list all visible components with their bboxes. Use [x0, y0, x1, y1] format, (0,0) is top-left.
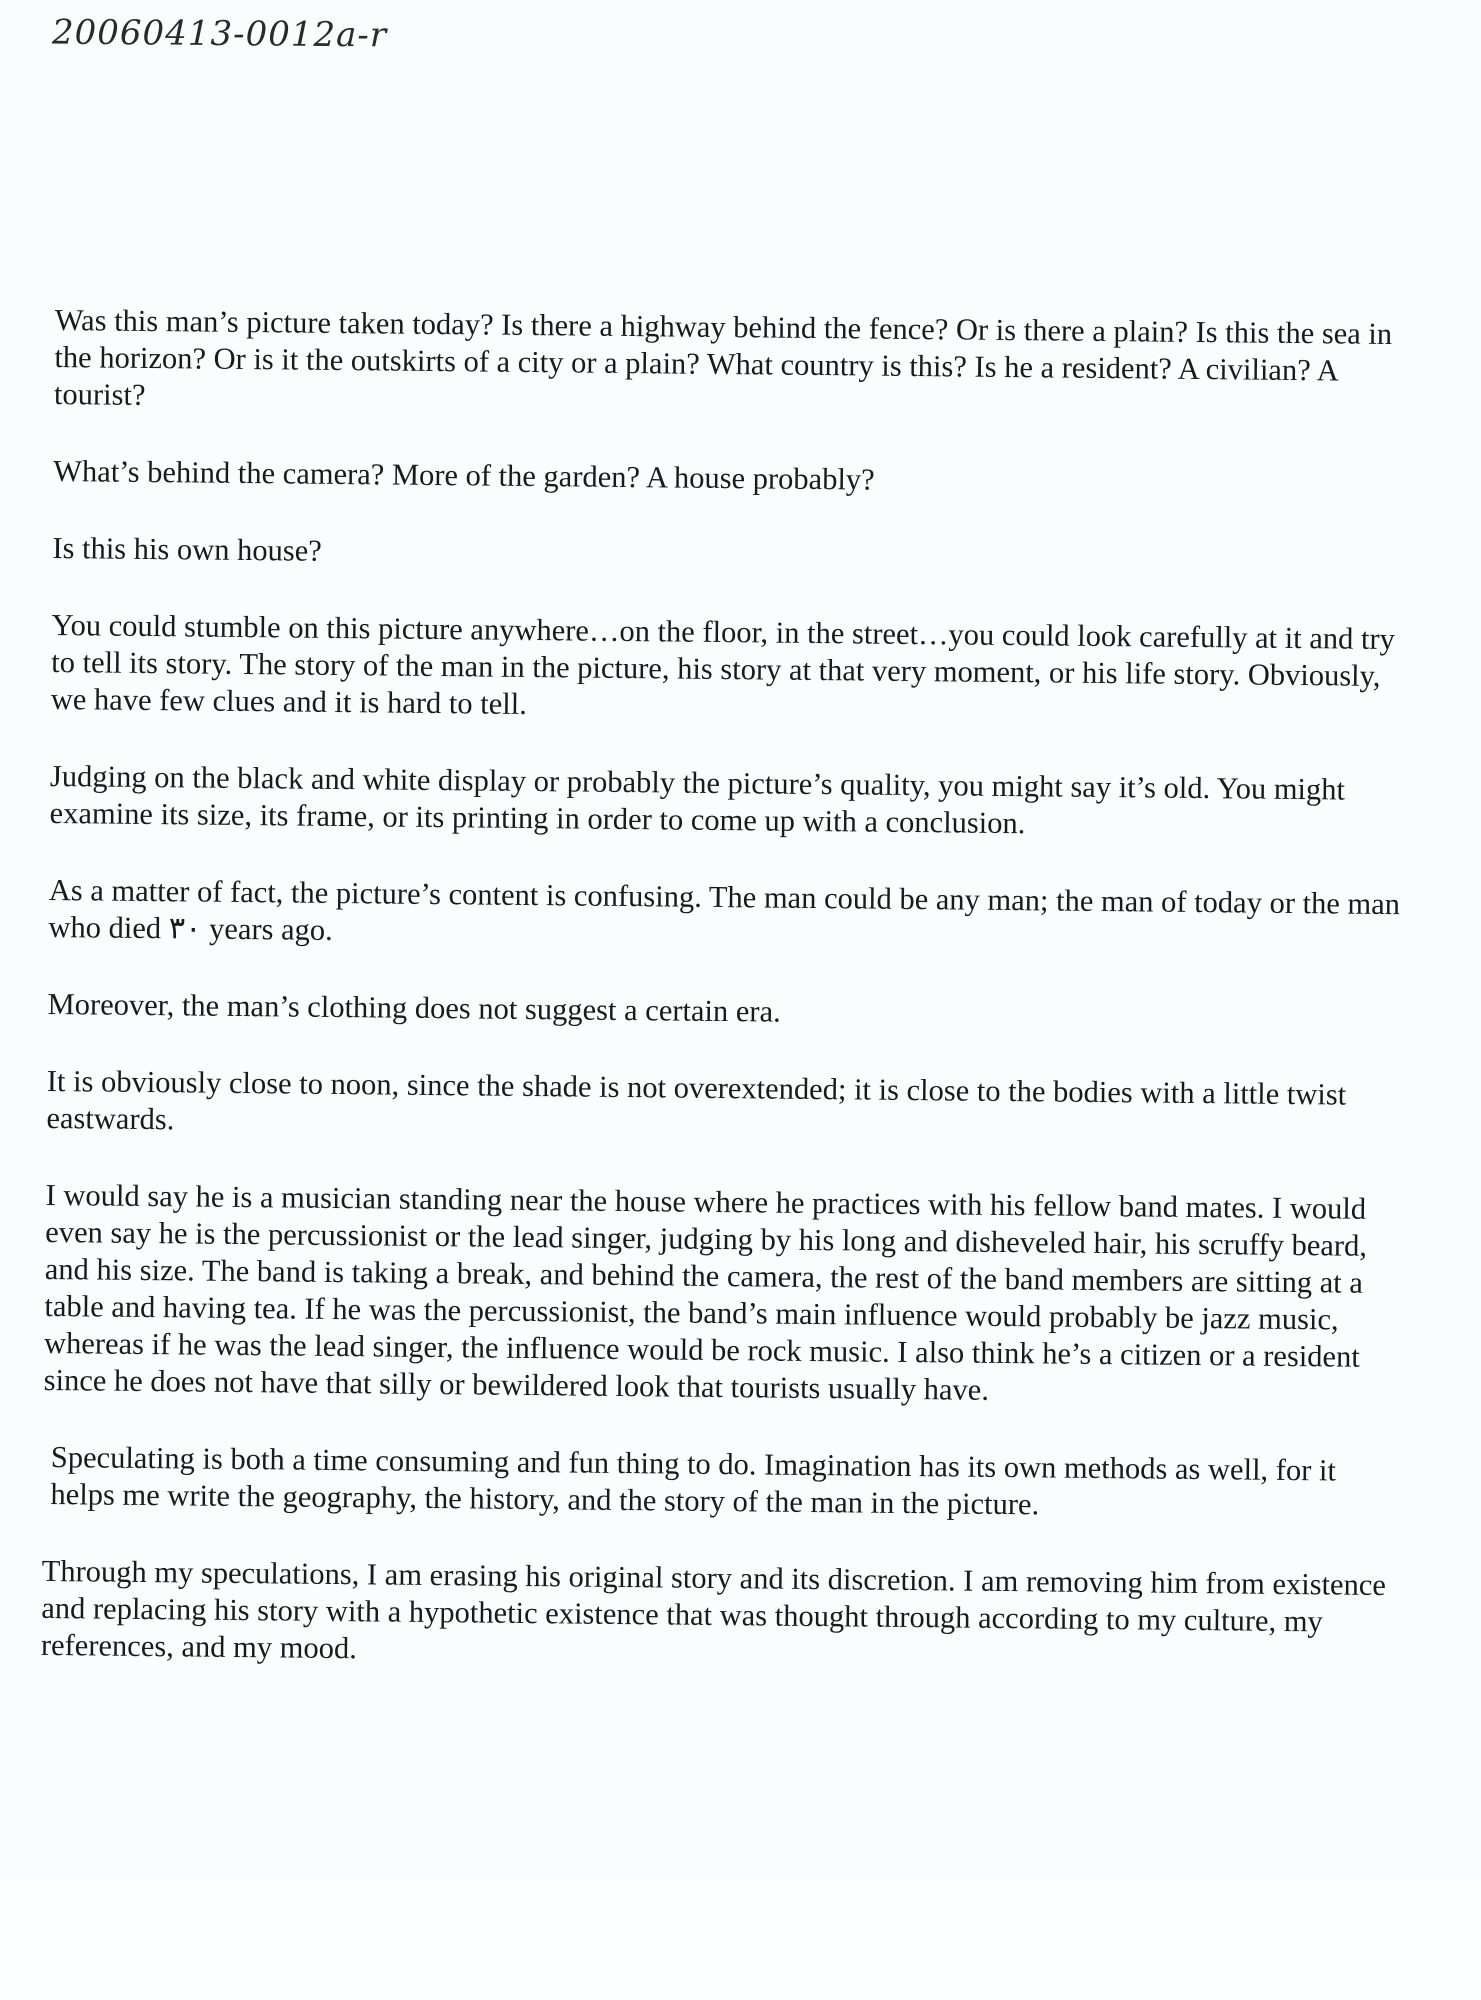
paragraph-3: Is this his own house?: [52, 530, 323, 568]
handwritten-reference-note: 20060413-0012a-r: [51, 12, 388, 56]
essay-body: [40, 302, 1415, 1718]
paragraph-2: What’s behind the camera? More of the garden? A house probably?: [53, 453, 875, 497]
paragraph-5: Judging on the black and white display or probably the picture’s quality, you might say it’s old. You might examine its size, its frame, or its printing in order to come up with a conclusion.: [49, 758, 1346, 841]
paragraph-1: Was this man’s picture taken today? Is there a highway behind the fence? Or is there a plain? Is this the sea in the horizon? Or is it the outskirts of a city or a plain? What country is this? Is he a resident? A civilian? A tourist?: [53, 302, 1393, 412]
paragraph-8: It is obviously close to noon, since the shade is not overextended; it is close to the bodies with a little twist eastwards.: [46, 1063, 1347, 1137]
paragraph-4: You could stumble on this picture anywhere…on the floor, in the street…you could look carefully at it and try to tell its story. The story of the man in the picture, his story at that very moment, or his life story. Obviously, we have few clues and it is hard to tell.: [50, 607, 1396, 721]
paragraph-7: Moreover, the man’s clothing does not suggest a certain era.: [47, 986, 781, 1029]
paragraph-11: Through my speculations, I am erasing his original story and its discretion. I am removing him from existence and replacing his story with a hypothetic existence that was thought through according to my culture, my references, and my mood.: [40, 1553, 1387, 1666]
paragraph-9: I would say he is a musician standing near the house where he practices with his fellow band mates. I would even say he is the percussionist or the lead singer, judging by his long and disheveled hair, his scruffy beard, and his size. The band is taking a break, and behind the camera, the rest of the band members are sitting at a table and having tea. If he was the percussionist, the band’s main influence would probably be jazz music, whereas if he was the lead singer, the influence would be rock music. I also think he’s a citizen or a resident since he does not have that silly or bewildered look that tourists usually have.: [43, 1177, 1368, 1407]
paragraph-6: As a matter of fact, the picture’s content is confusing. The man could be any man; the man of today or the man who died ٣٠ years ago.: [48, 872, 1401, 947]
scan-bottom-margin: [0, 1880, 1481, 2000]
paragraph-10: Speculating is both a time consuming and fun thing to do. Imagination has its own methods as well, for it helps me write the geography, the history, and the story of the man in the picture.: [50, 1440, 1337, 1522]
